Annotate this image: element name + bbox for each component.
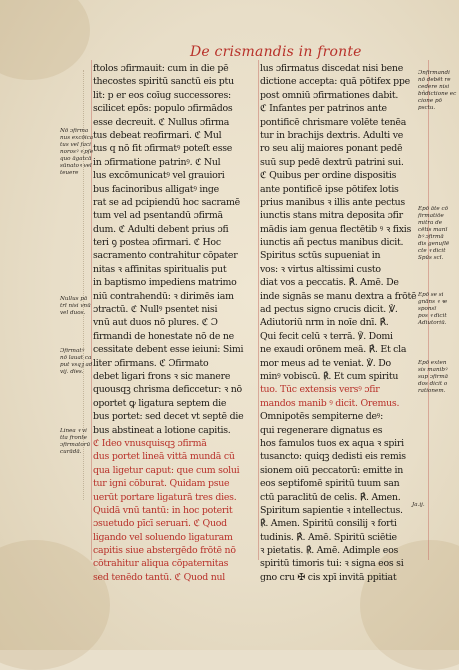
text-line: bus abstineat a lotione capitis.	[93, 424, 231, 436]
text-line: prius manibus ꝛ illis ante pectus	[260, 196, 405, 208]
right-marginal-note: Epō āte cō firmatiōe mitra de cētis manī bꝰ ɔfirmā dis genuflē cte ꝛ dicit Spūs scī.	[418, 206, 450, 261]
text-line: ad pectus signo crucis dicit. ℣.	[260, 304, 398, 316]
signature-mark: Ja.ij.	[412, 502, 425, 508]
right-marginal-note: Epō se si gnāns ꝛ ꝛe sponsī pos ꝛ dicit Adiutoriū.	[418, 292, 448, 326]
text-line: ɔsuetudo pīcī seruari. ℭ Quod	[93, 518, 227, 530]
text-line: minꝰ vobiscū. ℟. Et cum spiritu	[260, 370, 399, 382]
text-line: Quidā vnū tantū: in hoc poterit	[93, 504, 233, 516]
text-line: teri ꝯ postea ɔfirmari. ℭ Hoc	[93, 237, 221, 249]
text-line: diat vos a peccatis. ℟. Amē. De	[260, 277, 399, 289]
text-line: in baptismo impediens matrimo	[93, 277, 237, 289]
text-line: sacramento contrahitur cōpater	[93, 250, 238, 262]
text-line: scilicet epōs: populo ɔfirmādos	[93, 103, 233, 115]
right-marginal-note: Epō exten sis manibꝰ sup ɔfirmā dos dicit o rationem.	[418, 360, 449, 394]
text-line: qua ligetur caput: que cum solui	[93, 464, 240, 476]
text-line: dum. ℭ Adulti debent prius ɔfi	[93, 223, 229, 235]
text-line: gno cru ✠ cis xpī invitā ppitiat	[260, 571, 397, 583]
text-line: cōtrahitur aliqua cōpaternitas	[93, 558, 229, 570]
text-line: inde signās se manu dextra a frōtē	[260, 290, 417, 302]
text-line: thecostes spiritū sanctū eis ptu	[93, 76, 234, 88]
text-line: esse decreuit. ℭ Nullus ɔfirma	[93, 116, 230, 128]
text-line: Spiritum sapientie ꝛ intellectus.	[260, 504, 403, 516]
text-line: tus debeat reɔfirmari. ℭ Mul	[93, 129, 222, 141]
text-line: tuo. Tūc extensis versꝰ ɔfir	[260, 384, 380, 396]
text-line: Spiritus sctūs supueniat in	[260, 250, 381, 262]
text-line: nitas ꝛ affinitas spiritualis put	[93, 263, 227, 275]
text-line: tur igni cōburat. Quidam psue	[93, 478, 230, 490]
right-marginal-note: Ɔnfirmandi nō debēt re cedere nisi bñdictione ec cione pō psctu.	[418, 70, 457, 111]
text-line: in ɔfirmatione patrinꝰ. ℭ Nul	[93, 156, 221, 168]
text-line: lit: p er eos coīug successores:	[93, 89, 231, 101]
text-line: mor meus ad te veniat. ℣. Do	[260, 357, 391, 369]
text-line: ro seu alij maiores ponant pedē	[260, 143, 403, 155]
text-line: iunctis stans mitra deposita ɔfir	[260, 210, 403, 222]
text-line: post omniū ɔfirmationes dabit.	[260, 89, 399, 101]
page-heading: De crismandis in fronte	[190, 44, 362, 60]
text-line: lus ɔfirmatus discedat nisi bene	[260, 63, 404, 74]
text-line: tudinis. ℟. Amē. Spiritū sciētie	[260, 531, 397, 543]
text-line: tusancto: quiqꝫ dedisti eis remis	[260, 451, 406, 463]
text-line: ante pontificē ipse pōtifex lotis	[260, 183, 399, 195]
text-line: mandos manib ꝰ dicit. Oremus.	[260, 397, 400, 409]
text-line: ℭ Infantes per patrinos ante	[260, 103, 387, 115]
text-line: quousqꝫ chrisma deficcetur: ꝛ nō	[93, 384, 242, 396]
text-line: qui regenerare dignatus es	[260, 424, 383, 436]
paper-stain	[0, 0, 90, 80]
text-line: ctū paraclitū de celis. ℟. Amen.	[260, 491, 401, 503]
text-line: tum vel ad psentandū ɔfirmā	[93, 210, 223, 222]
text-line: ꝛ pietatis. ℟. Amē. Adimple eos	[260, 545, 399, 557]
left-marginal-note: Ɔfirmatꝰ nō lauat ca put vsqꝫ ad vij. dies.	[60, 348, 93, 375]
text-line: hos famulos tuos ex aqua ꝛ spiri	[260, 437, 404, 449]
text-line: ℭ Ideo vnusquisqꝫ ɔfirmā	[93, 437, 207, 449]
left-text-column	[93, 62, 263, 584]
left-marginal-note: Nullus pā trī nisi vnū vel duos.	[60, 296, 91, 316]
left-marginal-note: Nō ɔfirma nus excōica tus vel faci norosꝰ ꝛ pſe quo āgatcā sūnatoꝛ vel teuere	[60, 128, 94, 176]
text-line: Qui fecit celū ꝛ terrā. ℣. Domi	[260, 330, 393, 342]
text-line: firmandi de honestate nō de ne	[93, 330, 234, 342]
text-line: liter ɔfirmans. ℭ Ɔfirmato	[93, 357, 209, 369]
text-line: mādis iam genua flectētib ꝰ ꝛ fixis	[260, 223, 412, 235]
text-line: eos septifomē spiritū tuum san	[260, 478, 400, 490]
text-line: suū sup pedē dextrū patrini sui.	[260, 156, 404, 168]
text-line: dus portet lineā vittā mundā cū	[93, 451, 235, 463]
right-text-column	[260, 62, 430, 584]
text-line: ℟. Amen. Spiritū consilij ꝛ forti	[260, 518, 397, 530]
text-line: vos: ꝛ virtus altissimi custo	[260, 263, 381, 275]
text-line: pontificē chrismare volēte tenēa	[260, 116, 407, 128]
text-line: oportet ꝙ ligatura septem die	[93, 397, 227, 409]
text-line: niū contrahendū: ꝛ dirimēs iam	[93, 290, 234, 302]
text-line: lus excōmunicatꝰ vel grauiori	[93, 170, 225, 182]
text-line: rat se ad pcipiendū hoc sacramē	[93, 196, 240, 208]
text-line: tur in brachijs dextris. Adulti ve	[260, 129, 404, 141]
text-line: tus q nō fit ɔfirmatꝰ poteſt esse	[93, 143, 233, 155]
left-marginal-note: Linea ꝛ vi tta fronte ɔfirmatorū curādā.	[60, 428, 91, 455]
text-line: bus portet: sed decet vt septē die	[93, 411, 244, 423]
text-line: bus facinoribus alligatꝰ inge	[93, 183, 219, 195]
text-line: ℭ Quibus per ordine dispositis	[260, 170, 397, 182]
text-line: debet ligari frons ꝛ sic manere	[93, 370, 231, 382]
text-line: cessitate debent esse ieiuni: Simi	[93, 344, 244, 356]
text-line: ne exaudi orōnem meā. ℟. Et cla	[260, 344, 407, 356]
text-line: ligando vel soluendo ligaturam	[93, 531, 233, 543]
text-line: spiritū timoris tui: ꝛ signa eos si	[260, 558, 404, 570]
text-line: uerūt portare ligaturā tres dies.	[93, 491, 237, 503]
text-line: iunctis añ pectus manibus dicit.	[260, 237, 404, 249]
text-line: capitis siue abstergēdo frōtē nō	[93, 545, 236, 557]
text-line: vnū aut duos nō plures. ℭ Ɔ	[93, 317, 218, 329]
text-line: ftolos ɔfirmauit: cum in die pē	[93, 63, 229, 74]
text-line: Adiutoriū nrm in noīe dnī. ℟.	[260, 317, 389, 329]
text-line: ɔtractū. ℭ Nullꝰ psentet nisi	[93, 304, 218, 316]
text-line: sionem oiū peccatorū: emitte in	[260, 464, 404, 476]
text-line: sed tenēdo tantū. ℭ Quod nul	[93, 571, 226, 583]
text-line: Omnipotēs sempiterne deꝰ:	[260, 411, 384, 423]
text-line: dictione accepta: quā pōtifex ppe	[260, 76, 410, 88]
